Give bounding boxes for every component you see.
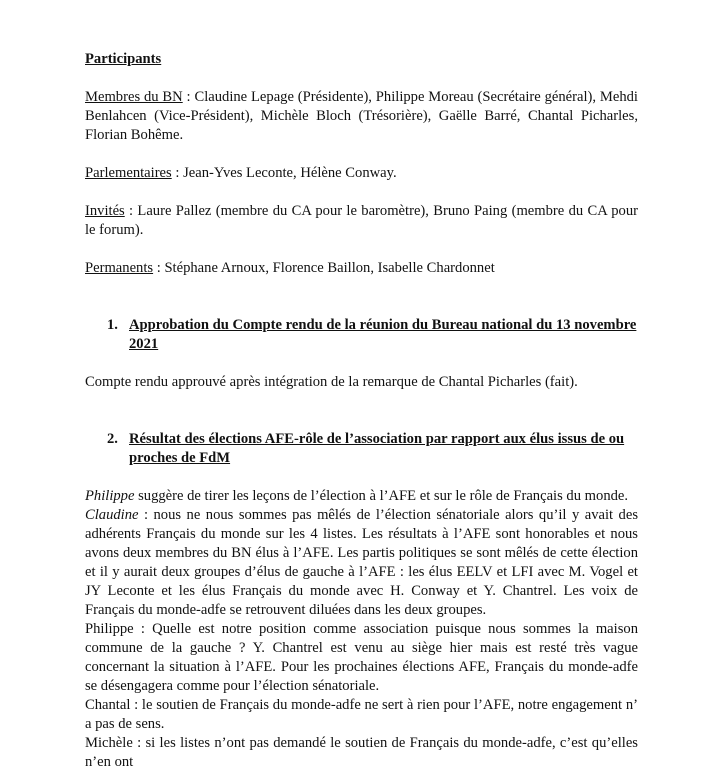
speaker-name: Chantal <box>85 697 131 713</box>
membres-label: Membres du BN <box>85 89 183 105</box>
discussion-paragraph <box>85 696 638 734</box>
section-1-number: 1. <box>107 317 118 333</box>
discussion-paragraph <box>85 506 638 620</box>
speaker-text: : nous ne nous sommes pas mêlés de l’élection sénatoriale alors qu’il y avait des adhérents Français du monde sur les 4 listes. Les résultats à l’AFE sont honorables et nous avons deux membres du BN élus à l’AFE. Les partis politiques se sont mêlés de cette élection et il y aurait deux groupes d’élus de gauche à l’AFE : les élus EELV et LFI avec M. Vogel et JY Leconte et les élus Français du monde avec H. Conway et Y. Chantrel. Les voix de Français du monde-adfe se retrouvent diluées dans les deux groupes. <box>85 507 638 618</box>
section-1-title: Approbation du Compte rendu de la réunion du Bureau national du 13 novembre 2021 <box>129 317 637 352</box>
membres-text: : Claudine Lepage (Présidente), Philippe Moreau (Secrétaire général), Mehdi Benlahcen (Vice-Président), Michèle Bloch (Trésorière), Gaëlle Barré, Chantal Picharles, Florian Bohême. <box>85 89 638 143</box>
speaker-text: : si les listes n’ont pas demandé le soutien de Français du monde-adfe, c’est qu’elles n’en ont <box>85 735 638 770</box>
speaker-name: Michèle <box>85 735 133 751</box>
speaker-text: : Quelle est notre position comme association puisque nous sommes la maison commune de la gauche ? Y. Chantrel est venu au siège hier mais est resté très vague concernant la situation à l’AFE. Pour les prochaines élections AFE, Français du monde-adfe se désengagera comme pour l’élection sénatoriale. <box>85 621 638 694</box>
membres-paragraph <box>85 88 638 145</box>
invites-text: : Laure Pallez (membre du CA pour le baromètre), Bruno Paing (membre du CA pour le forum). <box>85 203 638 238</box>
speaker-text: suggère de tirer les leçons de l’élection à l’AFE et sur le rôle de Français du monde. <box>134 488 629 504</box>
speaker-text: : le soutien de Français du monde-adfe ne sert à rien pour l’AFE, notre engagement n’ a pas de sens. <box>85 697 638 732</box>
discussion-paragraph <box>85 620 638 696</box>
section-2-number: 2. <box>107 431 118 447</box>
invites-paragraph <box>85 202 638 240</box>
discussion-paragraph <box>85 734 638 772</box>
document-content <box>85 50 638 772</box>
parlementaires-paragraph <box>85 164 638 183</box>
parlementaires-label: Parlementaires <box>85 165 172 181</box>
permanents-text: : Stéphane Arnoux, Florence Baillon, Isabelle Chardonnet <box>153 260 495 276</box>
speaker-name: Philippe <box>85 488 135 504</box>
invites-label: Invités <box>85 203 125 219</box>
section-2-title: Résultat des élections AFE-rôle de l’association par rapport aux élus issus de ou proches de FdM <box>129 431 625 466</box>
section-2-heading <box>85 430 638 468</box>
speaker-name: Claudine <box>85 507 139 523</box>
parlementaires-text: : Jean-Yves Leconte, Hélène Conway. <box>171 165 397 181</box>
permanents-paragraph <box>85 259 638 278</box>
section-1-body: Compte rendu approuvé après intégration de la remarque de Chantal Picharles (fait). <box>85 374 578 390</box>
speaker-name: Philippe <box>85 621 134 637</box>
section-1-heading <box>85 316 638 354</box>
discussion-paragraph <box>85 487 638 506</box>
permanents-label: Permanents <box>85 260 154 276</box>
participants-heading: Participants <box>85 51 162 67</box>
